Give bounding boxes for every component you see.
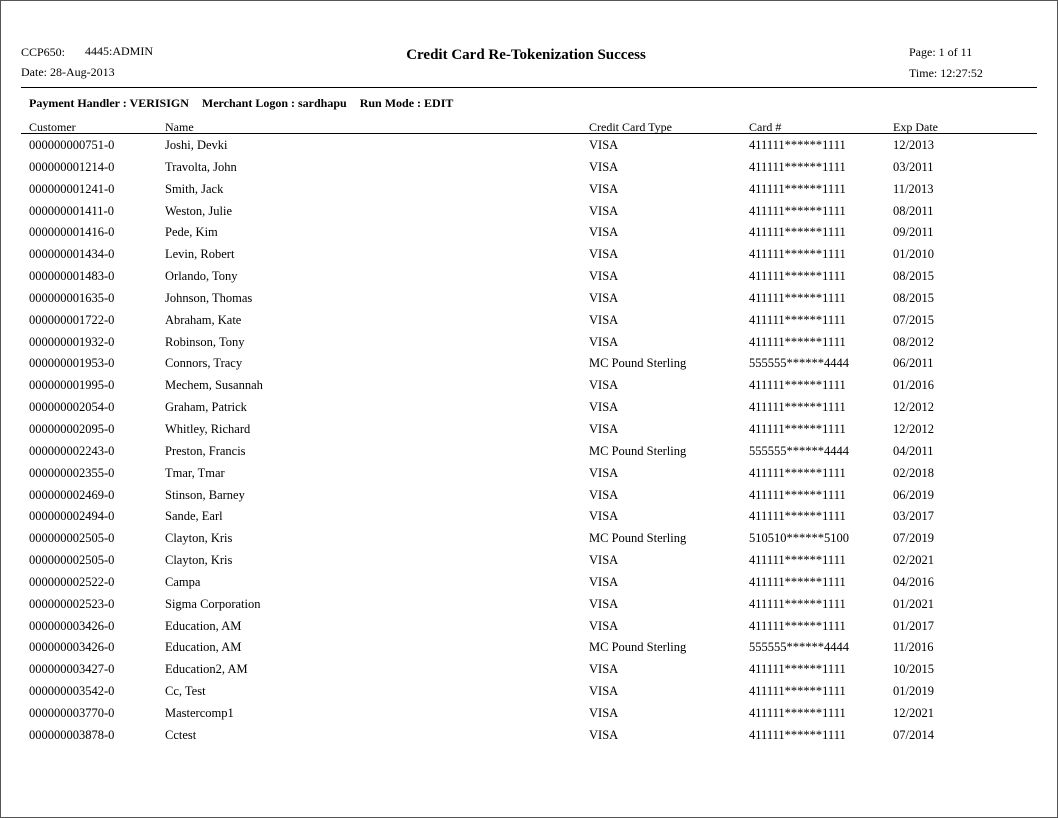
card-type-cell: VISA [589,421,619,436]
exp-date-cell: 01/2010 [893,247,934,262]
customer-cell: 000000003542-0 [29,684,115,699]
card-number-cell: 411111******1111 [749,509,846,524]
report-title: Credit Card Re-Tokenization Success [406,47,646,63]
table-row [1,728,1058,750]
exp-date-cell: 06/2011 [893,356,934,371]
name-cell: Sande, Earl [165,509,223,524]
card-type-cell: VISA [589,378,619,393]
table-row [1,247,1058,269]
customer-cell: 000000002505-0 [29,553,115,568]
merchant-logon: Merchant Logon : sardhapu [201,96,347,110]
exp-date-cell: 12/2012 [893,421,934,436]
customer-cell: 000000002243-0 [29,443,115,458]
exp-date-cell: 01/2017 [893,618,934,633]
card-number-cell: 411111******1111 [749,421,846,436]
card-type-cell: MC Pound Sterling [589,531,687,546]
card-type-cell: VISA [589,269,619,284]
customer-cell: 000000002522-0 [29,574,115,589]
table-row [1,619,1058,641]
name-cell: Mastercomp1 [165,705,234,720]
table-row [1,706,1058,728]
column-header-exp-date: Exp Date [893,120,938,134]
card-number-cell: 411111******1111 [749,684,846,699]
column-header-card-type: Credit Card Type [589,120,672,134]
exp-date-cell: 02/2021 [893,553,934,568]
name-cell: Graham, Patrick [165,400,247,415]
exp-date-cell: 07/2015 [893,312,934,327]
name-cell: Education2, AM [165,662,248,677]
exp-date-cell: 12/2021 [893,705,934,720]
card-type-cell: VISA [589,487,619,502]
name-cell: Robinson, Tony [165,334,245,349]
card-number-cell: 411111******1111 [749,465,846,480]
table-row [1,466,1058,488]
card-type-cell: VISA [589,662,619,677]
table-row [1,597,1058,619]
exp-date-cell: 10/2015 [893,662,934,677]
customer-cell: 000000002469-0 [29,487,115,502]
table-row [1,378,1058,400]
table-row [1,335,1058,357]
name-cell: Travolta, John [165,159,237,174]
user-id: 4445:ADMIN [85,44,153,58]
exp-date-cell: 04/2016 [893,574,934,589]
card-type-cell: VISA [589,247,619,262]
table-row [1,553,1058,575]
column-header-card-number: Card # [749,120,782,134]
table-row [1,422,1058,444]
customer-cell: 000000003426-0 [29,618,115,633]
page-number: Page: 1 of 11 [909,45,973,59]
table-row [1,531,1058,553]
exp-date-cell: 08/2011 [893,203,934,218]
name-cell: Orlando, Tony [165,269,238,284]
card-type-cell: MC Pound Sterling [589,640,687,655]
table-row [1,444,1058,466]
exp-date-cell: 09/2011 [893,225,934,240]
name-cell: Joshi, Devki [165,138,228,152]
name-cell: Stinson, Barney [165,487,245,502]
name-cell: Cc, Test [165,684,206,699]
name-cell: Smith, Jack [165,181,224,196]
customer-cell: 000000003426-0 [29,640,115,655]
table-row [1,160,1058,182]
name-cell: Education, AM [165,640,242,655]
name-cell: Abraham, Kate [165,312,242,327]
card-type-cell: VISA [589,181,619,196]
name-cell: Clayton, Kris [165,531,233,546]
card-type-cell: VISA [589,618,619,633]
card-number-cell: 555555******4444 [749,443,849,458]
exp-date-cell: 03/2011 [893,159,934,174]
customer-cell: 000000001953-0 [29,356,115,371]
customer-cell: 000000003770-0 [29,705,115,720]
card-number-cell: 411111******1111 [749,553,846,568]
table-row [1,225,1058,247]
card-number-cell: 411111******1111 [749,662,846,677]
card-type-cell: VISA [589,400,619,415]
card-type-cell: VISA [589,159,619,174]
card-number-cell: 411111******1111 [749,705,846,720]
table-row [1,138,1058,160]
card-number-cell: 411111******1111 [749,378,846,393]
report-time: Time: 12:27:52 [909,66,983,80]
card-number-cell: 555555******4444 [749,356,849,371]
exp-date-cell: 08/2015 [893,290,934,305]
card-number-cell: 411111******1111 [749,618,846,633]
customer-cell: 000000000751-0 [29,138,115,152]
exp-date-cell: 07/2019 [893,531,934,546]
exp-date-cell: 08/2012 [893,334,934,349]
card-number-cell: 411111******1111 [749,574,846,589]
card-type-cell: MC Pound Sterling [589,443,687,458]
card-type-cell: VISA [589,290,619,305]
customer-cell: 000000001434-0 [29,247,115,262]
card-number-cell: 411111******1111 [749,159,846,174]
table-row [1,488,1058,510]
card-type-cell: VISA [589,509,619,524]
name-cell: Johnson, Thomas [165,290,253,305]
card-type-cell: VISA [589,553,619,568]
payment-handler: Payment Handler : VERISIGN [29,96,189,110]
name-cell: Tmar, Tmar [165,465,225,480]
name-cell: Connors, Tracy [165,356,243,371]
table-row [1,182,1058,204]
customer-cell: 000000003427-0 [29,662,115,677]
card-number-cell: 555555******4444 [749,640,849,655]
exp-date-cell: 08/2015 [893,269,934,284]
exp-date-cell: 03/2017 [893,509,934,524]
exp-date-cell: 07/2014 [893,727,934,742]
card-type-cell: VISA [589,334,619,349]
table-row [1,662,1058,684]
customer-cell: 000000001635-0 [29,290,115,305]
card-type-cell: VISA [589,138,619,152]
card-number-cell: 411111******1111 [749,181,846,196]
card-type-cell: VISA [589,574,619,589]
card-number-cell: 411111******1111 [749,138,846,152]
table-row [1,204,1058,226]
card-number-cell: 411111******1111 [749,727,846,742]
exp-date-cell: 12/2012 [893,400,934,415]
report-table-body [1,138,1058,750]
card-type-cell: VISA [589,225,619,240]
program-id: CCP650: [21,45,66,59]
card-type-cell: VISA [589,465,619,480]
table-row [1,575,1058,597]
name-cell: Preston, Francis [165,443,246,458]
card-number-cell: 411111******1111 [749,203,846,218]
table-row [1,509,1058,531]
exp-date-cell: 11/2013 [893,181,934,196]
exp-date-cell: 06/2019 [893,487,934,502]
card-number-cell: 411111******1111 [749,225,846,240]
exp-date-cell: 11/2016 [893,640,934,655]
customer-cell: 000000002355-0 [29,465,115,480]
card-type-cell: VISA [589,684,619,699]
customer-cell: 000000001214-0 [29,159,115,174]
card-number-cell: 411111******1111 [749,269,846,284]
customer-cell: 000000001411-0 [29,203,114,218]
customer-cell: 000000003878-0 [29,727,115,742]
customer-cell: 000000001416-0 [29,225,115,240]
name-cell: Education, AM [165,618,242,633]
exp-date-cell: 01/2019 [893,684,934,699]
name-cell: Campa [165,574,201,589]
card-type-cell: VISA [589,705,619,720]
report-date: Date: 28-Aug-2013 [21,65,115,79]
exp-date-cell: 01/2021 [893,596,934,611]
card-number-cell: 411111******1111 [749,334,846,349]
header-divider [21,87,1037,88]
card-number-cell: 411111******1111 [749,312,846,327]
card-number-cell: 411111******1111 [749,247,846,262]
run-parameters [29,96,463,110]
column-header-name: Name [165,120,194,134]
table-row [1,356,1058,378]
column-header-customer: Customer [29,120,76,134]
customer-cell: 000000002095-0 [29,421,115,436]
customer-cell: 000000001483-0 [29,269,115,284]
table-row [1,269,1058,291]
name-cell: Clayton, Kris [165,553,233,568]
name-cell: Sigma Corporation [165,596,261,611]
customer-cell: 000000002054-0 [29,400,115,415]
card-number-cell: 411111******1111 [749,400,846,415]
card-type-cell: VISA [589,596,619,611]
customer-cell: 000000001241-0 [29,181,115,196]
table-row [1,291,1058,313]
name-cell: Cctest [165,727,197,742]
card-number-cell: 510510******5100 [749,531,849,546]
exp-date-cell: 04/2011 [893,443,934,458]
exp-date-cell: 02/2018 [893,465,934,480]
name-cell: Mechem, Susannah [165,378,263,393]
run-mode: Run Mode : EDIT [359,96,454,110]
table-row [1,640,1058,662]
customer-cell: 000000001932-0 [29,334,115,349]
table-row [1,313,1058,335]
card-type-cell: VISA [589,203,619,218]
customer-cell: 000000001995-0 [29,378,115,393]
exp-date-cell: 12/2013 [893,138,934,152]
customer-cell: 000000002505-0 [29,531,115,546]
card-number-cell: 411111******1111 [749,487,846,502]
name-cell: Weston, Julie [165,203,233,218]
card-type-cell: VISA [589,312,619,327]
exp-date-cell: 01/2016 [893,378,934,393]
card-number-cell: 411111******1111 [749,290,846,305]
name-cell: Whitley, Richard [165,421,251,436]
name-cell: Levin, Robert [165,247,235,262]
column-header-divider [21,133,1037,134]
table-row [1,684,1058,706]
card-type-cell: VISA [589,727,619,742]
customer-cell: 000000002494-0 [29,509,115,524]
customer-cell: 000000002523-0 [29,596,115,611]
card-number-cell: 411111******1111 [749,596,846,611]
table-row [1,400,1058,422]
card-type-cell: MC Pound Sterling [589,356,687,371]
customer-cell: 000000001722-0 [29,312,115,327]
name-cell: Pede, Kim [165,225,218,240]
